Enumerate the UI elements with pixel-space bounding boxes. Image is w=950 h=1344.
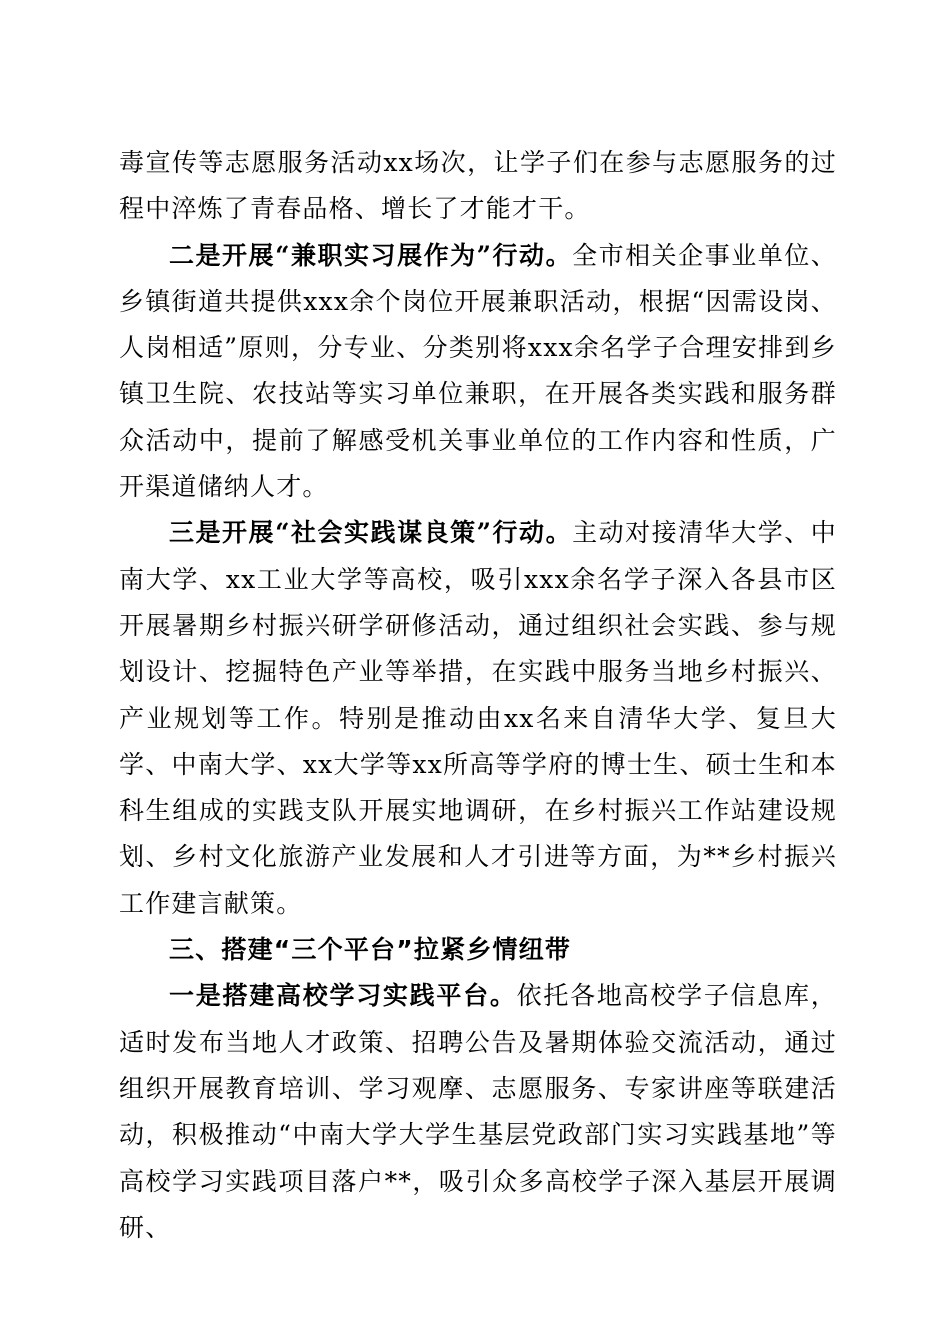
paragraph-internship: [119, 233, 837, 511]
paragraph-text: 主动对接清华大学、中南大学、xx工业大学等高校，吸引xxx余名学子深入各县市区开展暑期乡村振兴研学研修活动，通过组织社会实践、参与规划设计、挖掘特色产业等举措，在实践中服务当地乡村振兴、产业规划等工作。特别是推动由xx名来自清华大学、复旦大学、中南大学、xx大学等xx所高等学府的博士生、硕士生和本科生组成的实践支队开展实地调研，在乡村振兴工作站建设规划、乡村文化旅游产业发展和人才引进等方面，为**乡村振兴工作建言献策。: [119, 518, 837, 918]
paragraph-lead: 一是搭建高校学习实践平台。: [169, 981, 517, 1011]
paragraph-platform: [119, 973, 837, 1251]
paragraph-text: 依托各地高校学子信息库，适时发布当地人才政策、招聘公告及暑期体验交流活动，通过组织开展教育培训、学习观摩、志愿服务、专家讲座等联建活动，积极推动“中南大学大学生基层党政部门实习实践基地”等高校学习实践项目落户**，吸引众多高校学子深入基层开展调研、: [119, 981, 837, 1242]
document-body: [119, 140, 837, 1251]
paragraph-continuation: [119, 140, 837, 233]
paragraph-social-practice: [119, 510, 837, 927]
paragraph-text: 全市相关企事业单位、乡镇街道共提供xxx余个岗位开展兼职活动，根据“因需设岗、人岗相适”原则，分专业、分类别将xxx余名学子合理安排到乡镇卫生院、农技站等实习单位兼职，在开展各类实践和服务群众活动中，提前了解感受机关事业单位的工作内容和性质，广开渠道储纳人才。: [119, 240, 837, 502]
paragraph-lead: 二是开展“兼职实习展作为”行动。: [169, 240, 573, 270]
paragraph-text: 毒宣传等志愿服务活动xx场次，让学子们在参与志愿服务的过程中淬炼了青春品格、增长了才能才干。: [119, 148, 837, 224]
paragraph-lead: 三是开展“社会实践谋良策”行动。: [169, 518, 573, 548]
section-heading: 三、搭建“三个平台”拉紧乡情纽带: [169, 935, 572, 965]
